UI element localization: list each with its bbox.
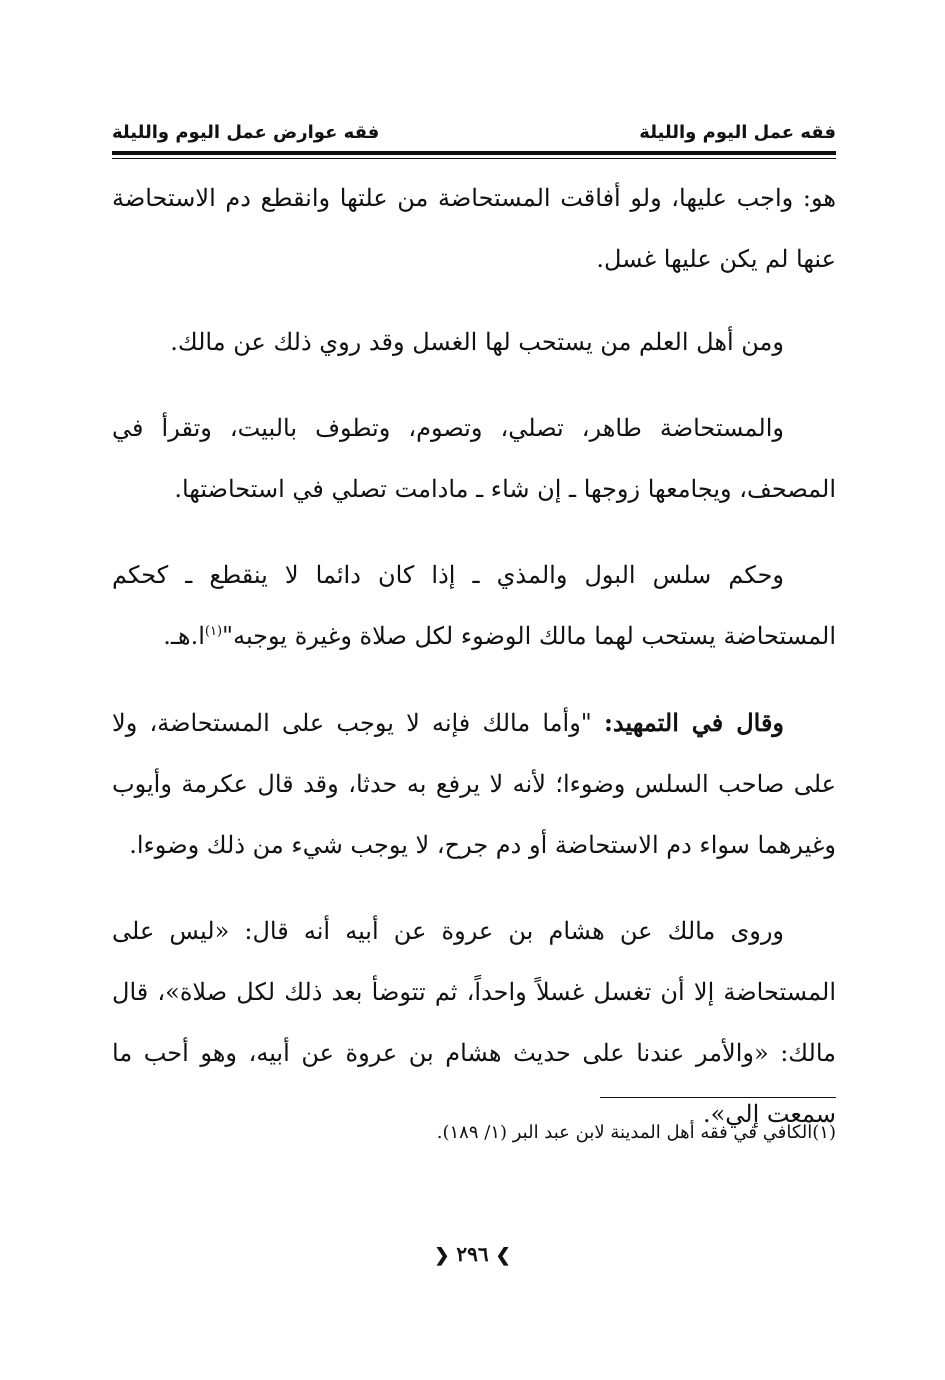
paragraph-6: وروى مالك عن هشام بن عروة عن أبيه أنه قال: «ليس على المستحاضة إلا أن تغسل غسلاً واحداً، ثم تتوضأ بعد ذلك لكل صلاة»، قال مالك: «والأمر عندنا على حديث هشام بن عروة عن أبيه، وهو أحب ما سمعت إلي». — [112, 917, 836, 1128]
ornament-icon: ❮ — [434, 1245, 450, 1266]
paragraph-2: ومن أهل العلم من يستحب لها الغسل وقد روي ذلك عن مالك. — [170, 328, 784, 356]
header-book-title: فقه عمل اليوم والليلة — [639, 122, 836, 143]
running-header — [112, 118, 836, 152]
paragraph-4-end: ا.هـ. — [163, 622, 205, 650]
page-number-value: ٢٩٦ — [456, 1242, 489, 1266]
paragraph-5-text: "وأما مالك فإنه لا يوجب على المستحاضة، ولا على صاحب السلس وضوءا؛ لأنه لا يرفع به حدثا، وقد قال عكرمة وأيوب وغيرهما سواء دم الاستحاضة أو دم جرح، لا يوجب شيء من ذلك وضوءا. — [112, 709, 836, 859]
paragraph-1: هو: واجب عليها، ولو أفاقت المستحاضة من علتها وانقطع دم الاستحاضة عنها لم يكن عليها غسل. — [112, 184, 836, 273]
paragraph-4 — [112, 545, 836, 667]
main-text — [112, 168, 836, 1170]
footnote-separator — [600, 1097, 836, 1098]
paragraph-3: والمستحاضة طاهر، تصلي، وتصوم، وتطوف بالبيت، وتقرأ في المصحف، ويجامعها زوجها ـ إن شاء ـ مادامت تصلي في استحاضتها. — [112, 414, 836, 503]
ornament-icon: ❯ — [495, 1245, 511, 1266]
paragraph-5 — [112, 692, 836, 876]
page-number — [0, 1242, 945, 1266]
footnote: (١)الكافي في فقه أهل المدينة لابن عبد البر (١/ ١٨٩). — [436, 1122, 836, 1143]
header-rule-thick — [112, 151, 836, 155]
header-chapter-title: فقه عوارض عمل اليوم والليلة — [112, 122, 380, 143]
footnote-reference[interactable]: (١) — [204, 624, 223, 639]
paragraph-4-text: وحكم سلس البول والمذي ـ إذا كان دائما لا ينقطع ـ كحكم المستحاضة يستحب لهما مالك الوضوء لكل صلاة وغيرة يوجبه" — [112, 561, 836, 650]
paragraph-5-lead: وقال في التمهيد: — [604, 708, 785, 737]
header-rule-thin — [112, 158, 836, 159]
